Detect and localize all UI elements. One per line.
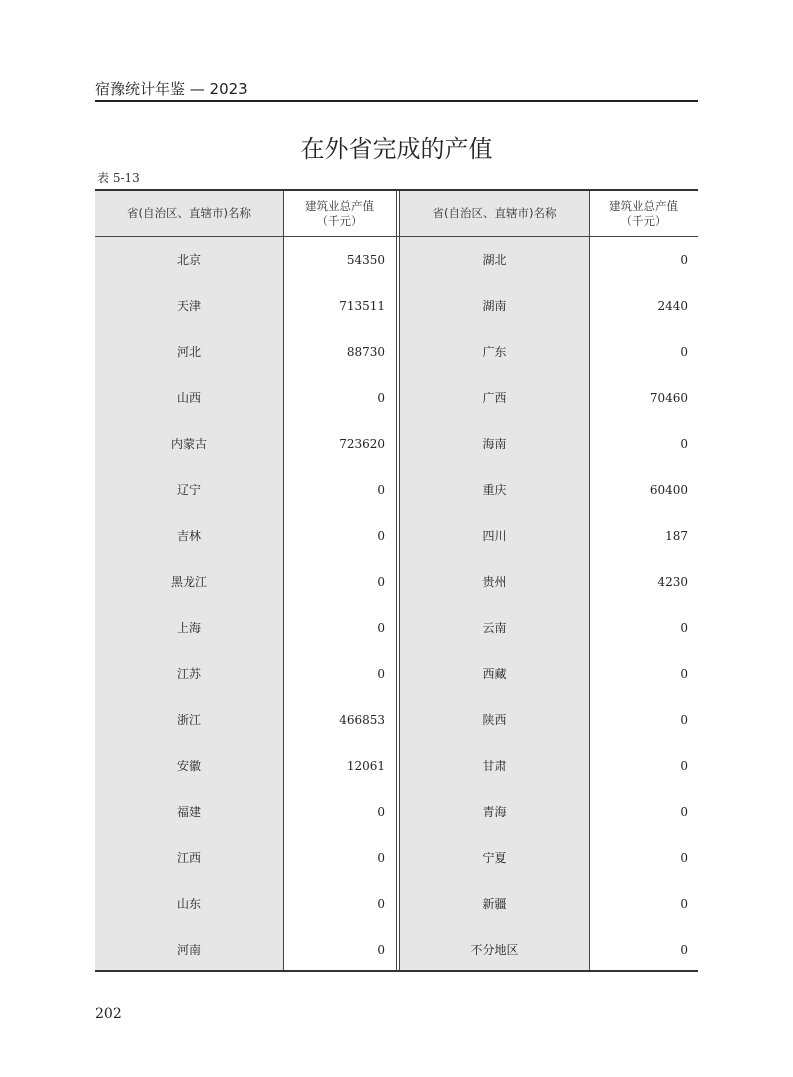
output-value-left: 723620 bbox=[339, 437, 385, 451]
region-name-left: 内蒙古 bbox=[170, 437, 207, 451]
output-value-right: 0 bbox=[680, 713, 688, 727]
table-row bbox=[95, 743, 698, 789]
header-rule bbox=[95, 100, 698, 102]
region-name-right: 西藏 bbox=[482, 667, 507, 681]
output-table bbox=[95, 189, 698, 972]
output-value-left: 713511 bbox=[339, 299, 385, 313]
header-value-left: 建筑业总产值 （千元） bbox=[305, 198, 374, 228]
region-name-left: 吉林 bbox=[176, 529, 201, 543]
output-value-right: 0 bbox=[680, 667, 688, 681]
region-name-right: 云南 bbox=[482, 621, 507, 635]
output-value-left: 88730 bbox=[346, 345, 385, 359]
output-value-right: 0 bbox=[680, 897, 688, 911]
output-value-left: 12061 bbox=[346, 759, 385, 773]
table-row bbox=[95, 697, 698, 743]
table-number: 表 5-13 bbox=[97, 171, 140, 185]
region-name-right: 海南 bbox=[482, 437, 507, 451]
table-row bbox=[95, 237, 698, 283]
output-value-left: 0 bbox=[377, 529, 385, 543]
table-row bbox=[95, 927, 698, 973]
output-value-left: 0 bbox=[377, 483, 385, 497]
output-value-right: 0 bbox=[680, 253, 688, 267]
table-row bbox=[95, 881, 698, 927]
page-title: 在外省完成的产值 bbox=[300, 135, 493, 163]
region-name-left: 江苏 bbox=[176, 667, 201, 681]
page-number: 202 bbox=[95, 1006, 122, 1022]
output-value-left: 0 bbox=[377, 943, 385, 957]
table-row bbox=[95, 789, 698, 835]
output-value-right: 70460 bbox=[649, 391, 688, 405]
output-value-left: 54350 bbox=[346, 253, 385, 267]
region-name-right: 新疆 bbox=[482, 897, 507, 911]
output-value-left: 0 bbox=[377, 621, 385, 635]
region-name-left: 福建 bbox=[176, 805, 201, 819]
region-name-left: 浙江 bbox=[176, 713, 201, 727]
region-name-right: 湖南 bbox=[482, 299, 507, 313]
table-row bbox=[95, 605, 698, 651]
output-value-right: 0 bbox=[680, 437, 688, 451]
region-name-left: 江西 bbox=[176, 851, 201, 865]
table-row bbox=[95, 835, 698, 881]
table-row bbox=[95, 375, 698, 421]
region-name-right: 宁夏 bbox=[482, 851, 507, 865]
output-value-right: 0 bbox=[680, 345, 688, 359]
table-row bbox=[95, 513, 698, 559]
table-row bbox=[95, 283, 698, 329]
region-name-right: 甘肃 bbox=[482, 759, 507, 773]
table-row bbox=[95, 329, 698, 375]
table-row bbox=[95, 421, 698, 467]
region-name-left: 河北 bbox=[176, 345, 201, 359]
region-name-left: 河南 bbox=[176, 943, 201, 957]
region-name-right: 重庆 bbox=[482, 483, 507, 497]
output-value-left: 0 bbox=[377, 897, 385, 911]
output-value-right: 0 bbox=[680, 805, 688, 819]
region-name-right: 不分地区 bbox=[470, 943, 519, 957]
output-value-left: 466853 bbox=[339, 713, 385, 727]
region-name-right: 四川 bbox=[482, 529, 507, 543]
region-name-left: 北京 bbox=[176, 253, 201, 267]
output-value-left: 0 bbox=[377, 667, 385, 681]
output-value-left: 0 bbox=[377, 391, 385, 405]
output-value-right: 0 bbox=[680, 621, 688, 635]
output-value-right: 0 bbox=[680, 851, 688, 865]
output-value-right: 0 bbox=[680, 943, 688, 957]
output-value-left: 0 bbox=[377, 575, 385, 589]
region-name-right: 广东 bbox=[482, 345, 507, 359]
region-name-right: 贵州 bbox=[482, 575, 507, 589]
region-name-left: 辽宁 bbox=[176, 483, 201, 497]
output-value-left: 0 bbox=[377, 805, 385, 819]
output-value-right: 0 bbox=[680, 759, 688, 773]
output-value-left: 0 bbox=[377, 851, 385, 865]
output-value-right: 4230 bbox=[657, 575, 688, 589]
output-value-right: 187 bbox=[665, 529, 688, 543]
output-value-right: 2440 bbox=[657, 299, 688, 313]
region-name-right: 陕西 bbox=[482, 713, 507, 727]
table-row bbox=[95, 467, 698, 513]
table-row bbox=[95, 559, 698, 605]
output-value-right: 60400 bbox=[649, 483, 688, 497]
running-header: 宿豫统计年鉴 — 2023 bbox=[95, 80, 248, 98]
region-name-left: 上海 bbox=[176, 621, 201, 635]
header-region-right: 省(自治区、直辖市)名称 bbox=[432, 206, 557, 220]
region-name-right: 广西 bbox=[482, 391, 507, 405]
region-name-left: 天津 bbox=[176, 299, 201, 313]
region-name-right: 青海 bbox=[482, 805, 507, 819]
table-row bbox=[95, 651, 698, 697]
region-name-left: 山西 bbox=[176, 391, 201, 405]
region-name-right: 湖北 bbox=[482, 253, 507, 267]
region-name-left: 山东 bbox=[176, 897, 201, 911]
region-name-left: 黑龙江 bbox=[170, 575, 207, 589]
header-value-right: 建筑业总产值 （千元） bbox=[609, 198, 678, 228]
region-name-left: 安徽 bbox=[176, 759, 201, 773]
header-region-left: 省(自治区、直辖市)名称 bbox=[127, 206, 251, 220]
